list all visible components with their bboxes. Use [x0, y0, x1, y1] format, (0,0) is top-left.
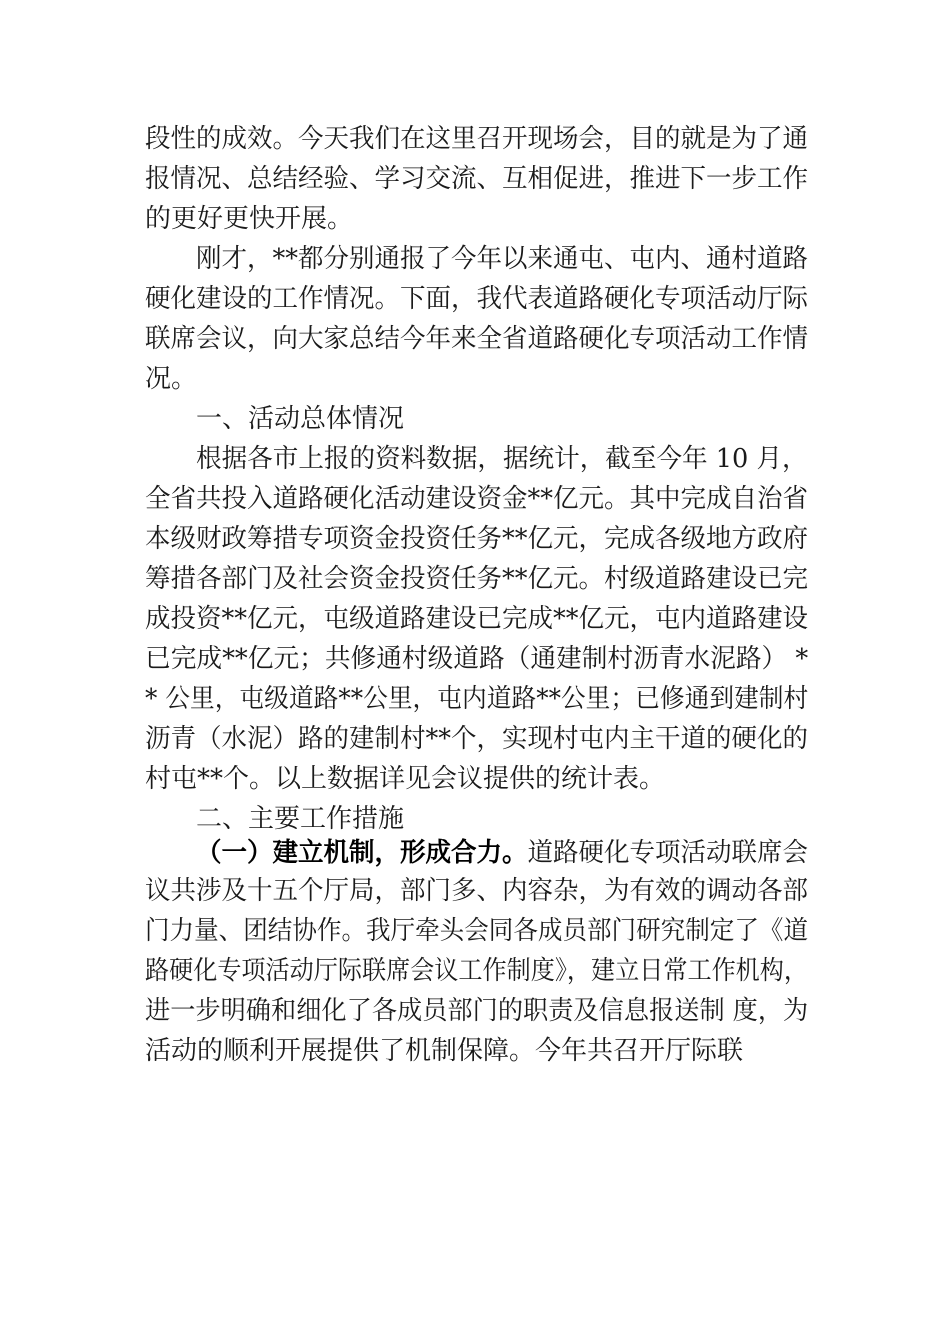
paragraph-4-line-1-text: 道路硬化专项活动联席会: [527, 838, 809, 868]
section-heading-2: 二、主要工作措施: [196, 804, 405, 834]
paragraph-4-line-2: 议共涉及十五个厅局，部门多、内容杂，为有效的调动各部: [145, 876, 809, 906]
paragraph-2-line-3: 联席会议，向大家总结今年来全省道路硬化专项活动工作情: [145, 324, 809, 354]
paragraph-3-line-1: 根据各市上报的资料数据，据统计，截至今年 10 月，: [196, 444, 808, 474]
paragraph-3-line-8: 沥青（水泥）路的建制村**个，实现村屯内主干道的硬化的: [145, 724, 809, 754]
subsection-heading: （一）建立机制，形成合力。: [196, 838, 528, 868]
paragraph-2-line-1: 刚才，**都分别通报了今年以来通屯、屯内、通村道路: [196, 244, 809, 274]
section-heading-1: 一、活动总体情况: [196, 404, 405, 434]
paragraph-2-line-4: 况。: [145, 364, 198, 394]
paragraph-3-line-6: 已完成**亿元；共修通村级道路（通建制村沥青水泥路） *: [145, 644, 809, 674]
paragraph-4-line-3: 门力量、团结协作。我厅牵头会同各成员部门研究制定了《道: [145, 916, 809, 946]
paragraph-1-line-1: 段性的成效。今天我们在这里召开现场会，目的就是为了通: [145, 124, 809, 154]
paragraph-1-line-3: 的更好更快开展。: [145, 204, 354, 234]
paragraph-4-line-4: 路硬化专项活动厅际联席会议工作制度》，建立日常工作机构，: [145, 956, 809, 986]
paragraph-3-line-7: * 公里，屯级道路**公里，屯内道路**公里；已修通到建制村: [145, 684, 809, 714]
paragraph-1-line-2: 报情况、总结经验、学习交流、互相促进，推进下一步工作: [145, 164, 809, 194]
paragraph-4-line-5: 进一步明确和细化了各成员部门的职责及信息报送制 度，为: [145, 996, 809, 1026]
paragraph-4-line-1: [196, 838, 808, 868]
paragraph-3-line-3: 本级财政筹措专项资金投资任务**亿元，完成各级地方政府: [145, 524, 809, 554]
paragraph-3-line-2: 全省共投入道路硬化活动建设资金**亿元。其中完成自治省: [145, 484, 809, 514]
paragraph-3-line-4: 筹措各部门及社会资金投资任务**亿元。村级道路建设已完: [145, 564, 809, 594]
paragraph-3-line-9: 村屯**个。以上数据详见会议提供的统计表。: [145, 764, 666, 794]
paragraph-3-line-5: 成投资**亿元，屯级道路建设已完成**亿元，屯内道路建设: [145, 604, 809, 634]
paragraph-2-line-2: 硬化建设的工作情况。下面，我代表道路硬化专项活动厅际: [145, 284, 809, 314]
paragraph-4-line-6: 活动的顺利开展提供了机制保障。今年共召开厅际联: [145, 1036, 744, 1066]
